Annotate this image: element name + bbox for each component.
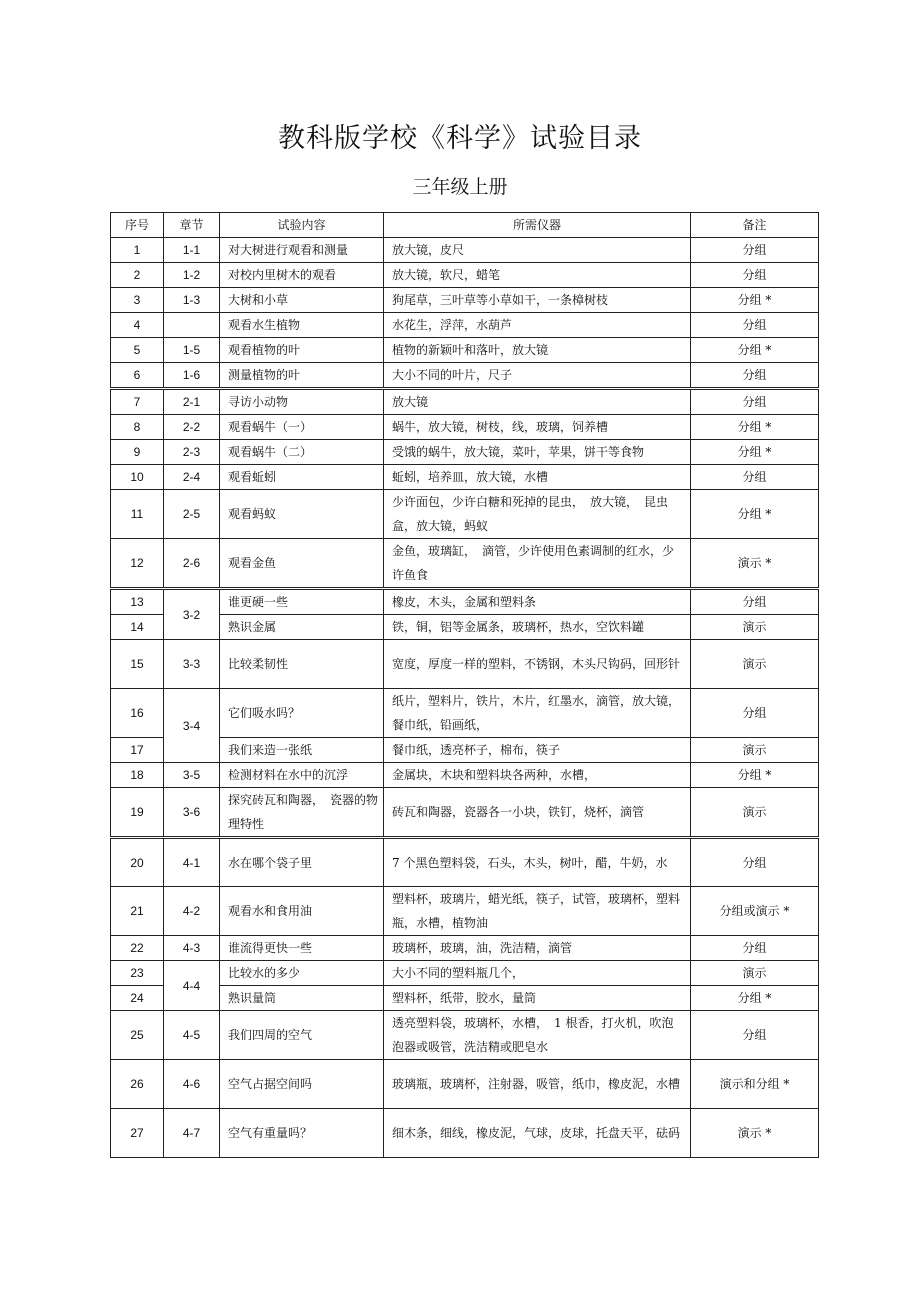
table-row	[111, 263, 819, 288]
row-remark: 分组或演示 *	[691, 887, 819, 936]
row-chapter: 3-6	[164, 788, 220, 838]
row-chapter: 4-4	[164, 961, 220, 1011]
table-row	[111, 887, 819, 936]
row-remark: 演示 *	[691, 539, 819, 589]
row-num: 16	[111, 689, 164, 738]
row-experiment: 空气有重量吗？	[220, 1109, 384, 1158]
row-num: 12	[111, 539, 164, 589]
row-chapter: 1-2	[164, 263, 220, 288]
row-equipment: 7 个黑色塑料袋，石头，木头，树叶，醋，牛奶，水	[384, 838, 691, 887]
row-num: 7	[111, 389, 164, 415]
row-num: 22	[111, 936, 164, 961]
row-chapter: 1-5	[164, 338, 220, 363]
row-experiment: 比较水的多少	[220, 961, 384, 986]
header-equipment: 所需仪器	[384, 213, 691, 238]
row-experiment: 观看蜗牛（一）	[220, 415, 384, 440]
row-num: 4	[111, 313, 164, 338]
table-row	[111, 1109, 819, 1158]
row-chapter: 3-5	[164, 763, 220, 788]
table-row	[111, 363, 819, 389]
row-remark: 分组 *	[691, 288, 819, 313]
row-chapter: 3-2	[164, 589, 220, 640]
row-experiment: 检测材料在水中的沉浮	[220, 763, 384, 788]
page-title: 教科版学校《科学》试验目录	[278, 123, 642, 154]
row-remark: 分组	[691, 1011, 819, 1060]
row-remark: 分组	[691, 589, 819, 615]
row-equipment: 水花生，浮萍，水葫芦	[384, 313, 691, 338]
row-chapter: 1-1	[164, 238, 220, 263]
row-num: 25	[111, 1011, 164, 1060]
table-header-row	[111, 213, 819, 238]
row-num: 2	[111, 263, 164, 288]
row-num: 17	[111, 738, 164, 763]
row-equipment: 金属块，木块和塑料块各两种，水槽，	[384, 763, 691, 788]
row-equipment: 透亮塑料袋，玻璃杯，水槽， 1 根香，打火机，吹泡泡器或吸管，洗洁精或肥皂水	[384, 1011, 691, 1060]
header-remark: 备注	[691, 213, 819, 238]
row-equipment: 纸片，塑料片，铁片，木片，红墨水，滴管，放大镜，餐巾纸，铅画纸，	[384, 689, 691, 738]
row-remark: 分组 *	[691, 986, 819, 1011]
row-equipment: 细木条，细线，橡皮泥，气球，皮球，托盘天平，砝码	[384, 1109, 691, 1158]
header-num: 序号	[111, 213, 164, 238]
table-row	[111, 961, 819, 986]
row-experiment: 比较柔韧性	[220, 640, 384, 689]
row-num: 9	[111, 440, 164, 465]
experiment-table	[110, 212, 819, 1158]
row-equipment: 玻璃杯，玻璃，油，洗洁精，滴管	[384, 936, 691, 961]
row-num: 10	[111, 465, 164, 490]
row-chapter: 3-3	[164, 640, 220, 689]
table-row	[111, 238, 819, 263]
row-remark: 分组	[691, 389, 819, 415]
row-remark: 演示	[691, 961, 819, 986]
row-num: 13	[111, 589, 164, 615]
row-equipment: 塑料杯，纸带，胶水，量筒	[384, 986, 691, 1011]
row-remark: 分组	[691, 363, 819, 389]
row-equipment: 放大镜	[384, 389, 691, 415]
row-chapter	[164, 313, 220, 338]
page-subtitle: 三年级上册	[412, 176, 508, 198]
row-equipment: 狗尾草，三叶草等小草如干，一条樟树枝	[384, 288, 691, 313]
table-row	[111, 389, 819, 415]
table-row	[111, 415, 819, 440]
row-equipment: 玻璃瓶，玻璃杯，注射器，吸管，纸巾，橡皮泥，水槽	[384, 1060, 691, 1109]
row-chapter: 4-1	[164, 838, 220, 887]
row-remark: 分组	[691, 465, 819, 490]
row-num: 11	[111, 490, 164, 539]
row-experiment: 观看蚯蚓	[220, 465, 384, 490]
row-num: 26	[111, 1060, 164, 1109]
table-row	[111, 1011, 819, 1060]
row-equipment: 放大镜，软尺，蜡笔	[384, 263, 691, 288]
row-experiment: 我们四周的空气	[220, 1011, 384, 1060]
table-row	[111, 465, 819, 490]
row-remark: 分组	[691, 936, 819, 961]
row-chapter: 4-2	[164, 887, 220, 936]
row-experiment: 熟识量筒	[220, 986, 384, 1011]
row-remark: 分组	[691, 238, 819, 263]
row-remark: 分组	[691, 838, 819, 887]
row-experiment: 它们吸水吗？	[220, 689, 384, 738]
row-remark: 分组 *	[691, 763, 819, 788]
row-equipment: 砖瓦和陶器，瓷器各一小块，铁钉，烧杯，滴管	[384, 788, 691, 838]
row-equipment: 宽度，厚度一样的塑料，不锈钢，木头尺钩码，回形针	[384, 640, 691, 689]
row-experiment: 观看水生植物	[220, 313, 384, 338]
row-num: 21	[111, 887, 164, 936]
table-row	[111, 490, 819, 539]
row-experiment: 测量植物的叶	[220, 363, 384, 389]
row-chapter: 2-2	[164, 415, 220, 440]
row-experiment: 水在哪个袋子里	[220, 838, 384, 887]
row-chapter: 1-6	[164, 363, 220, 389]
row-equipment: 铁，铜，铝等金属条，玻璃杯，热水，空饮料罐	[384, 615, 691, 640]
row-num: 15	[111, 640, 164, 689]
row-chapter: 4-5	[164, 1011, 220, 1060]
row-equipment: 橡皮，木头，金属和塑料条	[384, 589, 691, 615]
row-remark: 分组	[691, 689, 819, 738]
row-equipment: 大小不同的叶片，尺子	[384, 363, 691, 389]
row-experiment: 探究砖瓦和陶器， 瓷器的物理特性	[220, 788, 384, 838]
row-equipment: 蚯蚓，培养皿，放大镜，水槽	[384, 465, 691, 490]
row-remark: 演示	[691, 640, 819, 689]
table-row	[111, 763, 819, 788]
table-row	[111, 640, 819, 689]
row-experiment: 空气占据空间吗	[220, 1060, 384, 1109]
row-chapter: 2-4	[164, 465, 220, 490]
row-chapter: 3-4	[164, 689, 220, 763]
row-equipment: 受饿的蜗牛，放大镜，菜叶，苹果，饼干等食物	[384, 440, 691, 465]
header-experiment: 试验内容	[220, 213, 384, 238]
row-experiment: 观看蜗牛（二）	[220, 440, 384, 465]
row-chapter: 2-3	[164, 440, 220, 465]
row-experiment: 寻访小动物	[220, 389, 384, 415]
row-num: 24	[111, 986, 164, 1011]
table-row	[111, 313, 819, 338]
row-remark: 分组	[691, 313, 819, 338]
table-row	[111, 539, 819, 589]
row-equipment: 餐巾纸，透亮杯子，棉布，筷子	[384, 738, 691, 763]
row-experiment: 我们来造一张纸	[220, 738, 384, 763]
header-chapter: 章节	[164, 213, 220, 238]
row-remark: 演示	[691, 788, 819, 838]
row-remark: 演示 *	[691, 1109, 819, 1158]
row-chapter: 1-3	[164, 288, 220, 313]
table-row	[111, 788, 819, 838]
row-equipment: 金鱼，玻璃缸， 滴管，少许使用色素调制的红水，少许鱼食	[384, 539, 691, 589]
row-num: 5	[111, 338, 164, 363]
row-experiment: 观看水和食用油	[220, 887, 384, 936]
row-remark: 分组 *	[691, 490, 819, 539]
row-num: 23	[111, 961, 164, 986]
table-row	[111, 338, 819, 363]
row-num: 3	[111, 288, 164, 313]
row-chapter: 4-3	[164, 936, 220, 961]
row-remark: 演示	[691, 738, 819, 763]
row-chapter: 4-6	[164, 1060, 220, 1109]
row-experiment: 对大树进行观看和测量	[220, 238, 384, 263]
table-row	[111, 440, 819, 465]
row-remark: 演示和分组 *	[691, 1060, 819, 1109]
row-experiment: 谁流得更快一些	[220, 936, 384, 961]
table-row	[111, 838, 819, 887]
table-row	[111, 589, 819, 615]
row-equipment: 蜗牛，放大镜，树枝，线，玻璃，饲养槽	[384, 415, 691, 440]
table-row	[111, 689, 819, 738]
row-experiment: 观看金鱼	[220, 539, 384, 589]
row-num: 6	[111, 363, 164, 389]
row-remark: 演示	[691, 615, 819, 640]
row-experiment: 观看蚂蚁	[220, 490, 384, 539]
row-num: 1	[111, 238, 164, 263]
row-experiment: 熟识金属	[220, 615, 384, 640]
row-num: 14	[111, 615, 164, 640]
row-experiment: 对校内里树木的观看	[220, 263, 384, 288]
row-equipment: 大小不同的塑料瓶几个，	[384, 961, 691, 986]
row-experiment: 观看植物的叶	[220, 338, 384, 363]
table-row	[111, 1060, 819, 1109]
table-row	[111, 936, 819, 961]
row-num: 20	[111, 838, 164, 887]
row-experiment: 大树和小草	[220, 288, 384, 313]
row-equipment: 少许面包，少许白糖和死掉的昆虫， 放大镜， 昆虫盒，放大镜，蚂蚁	[384, 490, 691, 539]
row-chapter: 4-7	[164, 1109, 220, 1158]
row-equipment: 塑料杯，玻璃片，蜡光纸，筷子，试管，玻璃杯，塑料瓶，水槽，植物油	[384, 887, 691, 936]
row-experiment: 谁更硬一些	[220, 589, 384, 615]
row-remark: 分组 *	[691, 338, 819, 363]
row-num: 19	[111, 788, 164, 838]
row-equipment: 放大镜，皮尺	[384, 238, 691, 263]
row-equipment: 植物的新颖叶和落叶，放大镜	[384, 338, 691, 363]
row-remark: 分组 *	[691, 415, 819, 440]
row-chapter: 2-5	[164, 490, 220, 539]
row-remark: 分组	[691, 263, 819, 288]
row-num: 8	[111, 415, 164, 440]
table-row	[111, 288, 819, 313]
row-num: 27	[111, 1109, 164, 1158]
row-num: 18	[111, 763, 164, 788]
row-chapter: 2-6	[164, 539, 220, 589]
row-remark: 分组 *	[691, 440, 819, 465]
row-chapter: 2-1	[164, 389, 220, 415]
